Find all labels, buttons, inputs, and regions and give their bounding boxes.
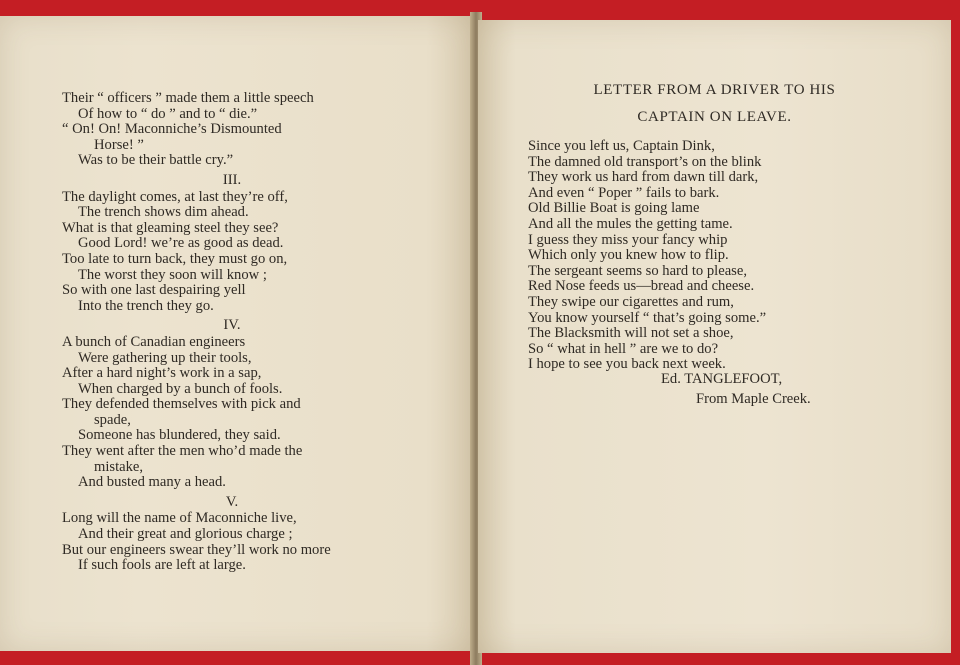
poem-line: So “ what in hell ” are we to do? — [528, 340, 719, 357]
poem-line: Was to be their battle cry.” — [78, 152, 234, 169]
poem-line: Were gathering up their tools, — [78, 349, 252, 366]
poem-line: mistake, — [94, 458, 144, 475]
poem-line: The trench shows dim ahead. — [78, 204, 249, 221]
poem-line: When charged by a bunch of fools. — [78, 380, 283, 397]
stanza-number: V. — [225, 493, 239, 510]
letter-title-line2: CAPTAIN ON LEAVE. — [637, 109, 792, 125]
poem-line: Which only you knew how to flip. — [528, 247, 729, 264]
poem-line: And even “ Poper ” fails to bark. — [528, 184, 720, 201]
poem-line: Good Lord! we’re as good as dead. — [78, 235, 284, 252]
left-page — [0, 16, 474, 651]
letter-title-line1: LETTER FROM A DRIVER TO HIS — [593, 82, 836, 98]
poem-line: So with one last despairing yell — [62, 282, 246, 299]
poem-line: I hope to see you back next week. — [528, 356, 726, 373]
poem-line: Since you left us, Captain Dink, — [528, 138, 715, 154]
poem-line: But our engineers swear they’ll work no more — [62, 541, 331, 558]
poem-line: Someone has blundered, they said. — [78, 427, 281, 444]
poem-line: And their great and glorious charge ; — [78, 526, 293, 543]
poem-line: Red Nose feeds us—bread and cheese. — [528, 278, 755, 295]
poem-line: They defended themselves with pick and — [62, 396, 301, 413]
book-spread — [0, 6, 960, 665]
signature-name: Ed. TANGLEFOOT, — [661, 371, 783, 387]
poem-line: Into the trench they go. — [78, 297, 214, 314]
poem-line: You know yourself “ that’s going some.” — [528, 309, 767, 326]
poem-line: The damned old transport’s on the blink — [528, 153, 762, 170]
poem-line: Old Billie Boat is going lame — [528, 200, 700, 217]
poem-line: spade, — [94, 411, 131, 428]
poem-line: I guess they miss your fancy whip — [528, 231, 728, 248]
right-page — [478, 20, 951, 653]
poem-line: A bunch of Canadian engineers — [62, 333, 246, 350]
poem-line: They work us hard from dawn till dark, — [528, 169, 759, 186]
poem-line: Of how to “ do ” and to “ die.” — [78, 105, 258, 122]
signature-place: From Maple Creek. — [696, 391, 811, 407]
poem-line: And busted many a head. — [78, 474, 226, 491]
poem-line: The daylight comes, at last they’re off, — [62, 188, 288, 205]
poem-line: They swipe our cigarettes and rum, — [528, 293, 734, 310]
right-page-poem — [528, 139, 858, 373]
poem-line: What is that gleaming steel they see? — [62, 219, 279, 236]
poem-line: “ On! On! Maconniche’s Dismounted — [62, 121, 282, 138]
poem-line: After a hard night’s work in a sap, — [62, 365, 262, 382]
left-page-poem — [62, 91, 422, 574]
stanza-number: IV. — [223, 317, 241, 334]
poem-line: Too late to turn back, they must go on, — [62, 250, 288, 267]
poem-line: Horse! ” — [94, 136, 144, 153]
poem-line: They went after the men who’d made the — [62, 443, 303, 460]
poem-line: Long will the name of Maconniche live, — [62, 510, 297, 527]
poem-line: The sergeant seems so hard to please, — [528, 262, 747, 279]
poem-line: Their “ officers ” made them a little speech — [62, 90, 314, 106]
poem-line: The Blacksmith will not set a shoe, — [528, 325, 734, 342]
stanza-number: III. — [222, 171, 242, 188]
poem-line: If such fools are left at large. — [78, 557, 246, 574]
poem-line: And all the mules the getting tame. — [528, 215, 733, 232]
poem-line: The worst they soon will know ; — [78, 266, 267, 283]
